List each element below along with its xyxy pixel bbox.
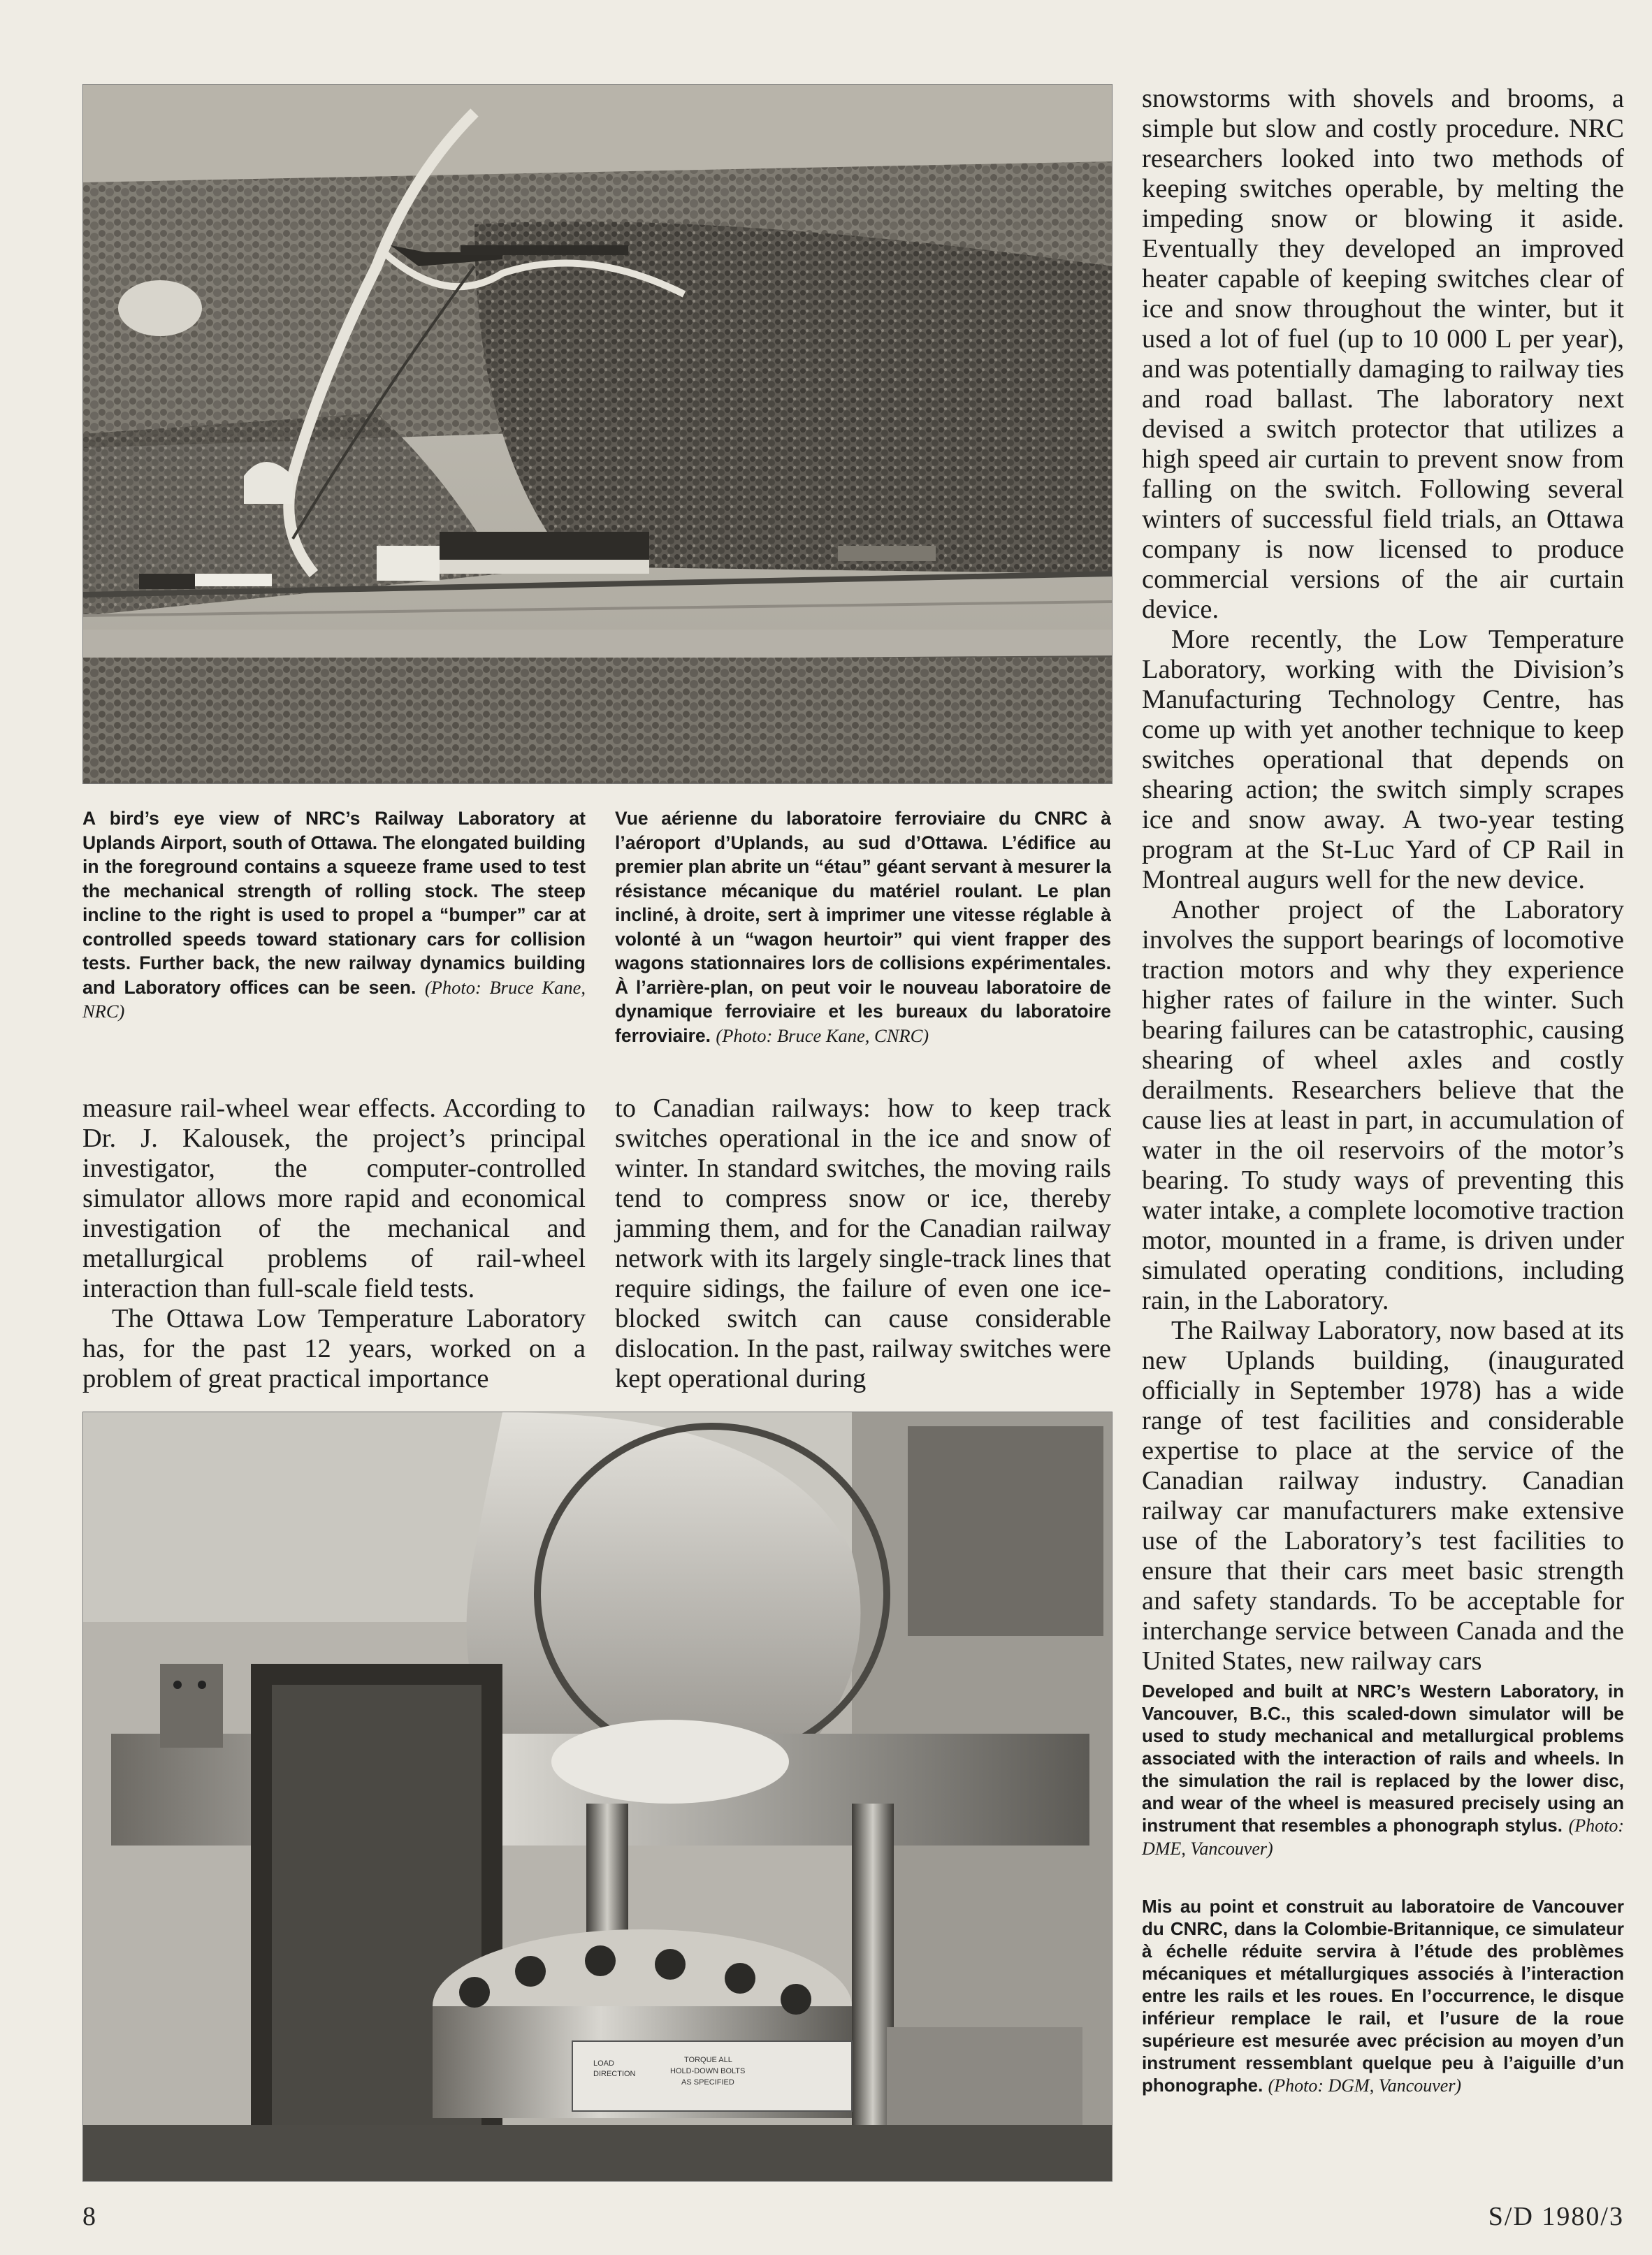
aerial-photo bbox=[82, 84, 1113, 784]
caption-text: Developed and built at NRC’s Western Laboratory, in Vancouver, B.C., this scaled-down simulator will be used to study mechanical and metallurgical problems associated with the interaction of rails and wheels. In the simulation the rail is replaced by the lower disc, and wear of the wheel is measured precisely using an instrument that resembles a phonograph stylus. bbox=[1142, 1681, 1624, 1836]
photo-credit: (Photo: DGM, Vancouver) bbox=[1268, 2075, 1462, 2096]
plate-label-left-1: LOAD bbox=[593, 2059, 614, 2068]
plate-label-right-2: HOLD-DOWN BOLTS bbox=[670, 2067, 746, 2075]
body-column-2 bbox=[615, 1094, 1111, 1394]
plate-label-left-2: DIRECTION bbox=[593, 2070, 636, 2078]
simulator-caption-fr bbox=[1142, 1895, 1624, 2097]
body-column-3 bbox=[1142, 84, 1624, 1676]
simulator-photo bbox=[82, 1412, 1113, 2182]
body-paragraph: Another project of the Laboratory involves the support bearings of locomotive traction motors and why they experience higher rates of failure in the winter. Such bearing failures can be catastrophic, causing shearing of wheel axles and costly derailments. Researchers believe that the cause lies at least in part, in accumulation of water in the oil reservoirs of the motor’s bearing. To study ways of preventing this water intake, a complete locomotive traction motor, mounted in a frame, is driven under simulated operating conditions, including rain, in the Laboratory. bbox=[1142, 895, 1624, 1315]
plate-label-right-1: TORQUE ALL bbox=[684, 2056, 732, 2064]
body-paragraph: The Ottawa Low Temperature Laboratory has, for the past 12 years, worked on a problem of great practical importance bbox=[82, 1304, 586, 1393]
body-paragraph: to Canadian railways: how to keep track switches operational in the ice and snow of winter. In standard switches, the moving rails tend to compress snow or ice, thereby jamming them, and for the Canadian railway network with its largely single-track lines that require sidings, the failure of even one ice-blocked switch can cause considerable dislocation. In the past, railway switches were kept operational during bbox=[615, 1094, 1111, 1393]
photo-credit: (Photo: DME, Vancouver) bbox=[1142, 1815, 1624, 1859]
aerial-caption-fr bbox=[615, 806, 1111, 1047]
body-paragraph: measure rail-wheel wear effects. According to Dr. J. Kalousek, the project’s principal investigator, the computer-controlled simulator allows more rapid and economical investigation of the mechanical and metallurgical problems of rail-wheel interaction than full-scale field tests. bbox=[82, 1094, 586, 1303]
simulator-caption-en bbox=[1142, 1680, 1624, 1860]
body-paragraph: snowstorms with shovels and brooms, a simple but slow and costly procedure. NRC researchers looked into two methods of keeping switches operable, by melting the impeding snow or blowing it aside. Eventually they developed an improved heater capable of keeping switches clear of ice and snow throughout the winter, but it used a lot of fuel (up to 10 000 L per year), and was potentially damaging to railway ties and road ballast. The laboratory next devised a switch protector that utilizes a high speed air curtain to prevent snow from falling on the switch. Following several winters of successful field trials, an Ottawa company is now licensed to produce commercial versions of the air curtain device. bbox=[1142, 84, 1624, 624]
photo-credit: (Photo: Bruce Kane, NRC) bbox=[82, 976, 586, 1022]
caption-text: Vue aérienne du laboratoire ferroviaire du CNRC à l’aéroport d’Uplands, au sud d’Ottawa. L’édifice au premier plan abrite un “étau” géant servant à mesurer la résistance mécanique du matériel roulant. Le plan incliné, à droite, sert à imprimer une vitesse réglable à volonté à un “wagon heurtoir” qui vient frapper des wagons stationnaires lors de collisions expérimentales. À l’arrière-plan, on peut voir le nouveau laboratoire de dynamique ferroviaire et les bureaux du laboratoire ferroviaire. bbox=[615, 808, 1111, 1046]
body-paragraph: More recently, the Low Temperature Laboratory, working with the Division’s Manufacturing Technology Centre, has come up with yet another technique to keep switches operational that depends on shearing action; the switch simply scrapes ice and snow away. A two-year testing program at the St-Luc Yard of CP Rail in Montreal augurs well for the new device. bbox=[1142, 625, 1624, 894]
caption-text: Mis au point et construit au laboratoire de Vancouver du CNRC, dans la Colombie-Britannique, ce simulateur à échelle réduite servira à l’étude des problèmes mécaniques et métallurgiques associés à l’interaction entre les rails et les roues. En l’occurrence, le disque inférieur remplace le rail, et l’usure de la roue supérieure est mesurée avec précision au moyen d’un instrument ressemblant quelque peu à l’aiguille d’un phonographe. bbox=[1142, 1896, 1624, 2096]
body-paragraph: The Railway Laboratory, now based at its new Uplands building, (inaugurated officially in September 1978) has a wide range of test facilities and considerable expertise to place at the service of the Canadian railway industry. Canadian railway car manufacturers make extensive use of the Laboratory’s test facilities to ensure that their cars meet basic strength and safety standards. To be acceptable for interchange service between Canada and the United States, new railway cars bbox=[1142, 1316, 1624, 1676]
aerial-caption-en bbox=[82, 806, 586, 1024]
caption-text: A bird’s eye view of NRC’s Railway Laboratory at Uplands Airport, south of Ottawa. The elongated building in the foreground contains a squeeze frame used to test the mechanical strength of rolling stock. The steep incline to the right is used to propel a “bumper” car at controlled speeds toward stationary cars for collision tests. Further back, the new railway dynamics building and Laboratory offices can be seen. bbox=[82, 808, 586, 998]
page-number: 8 bbox=[82, 2202, 96, 2231]
issue-label: S/D 1980/3 bbox=[1488, 2202, 1624, 2231]
plate-label-right-3: AS SPECIFIED bbox=[681, 2078, 734, 2087]
photo-credit: (Photo: Bruce Kane, CNRC) bbox=[716, 1024, 929, 1046]
body-column-1 bbox=[82, 1094, 586, 1394]
